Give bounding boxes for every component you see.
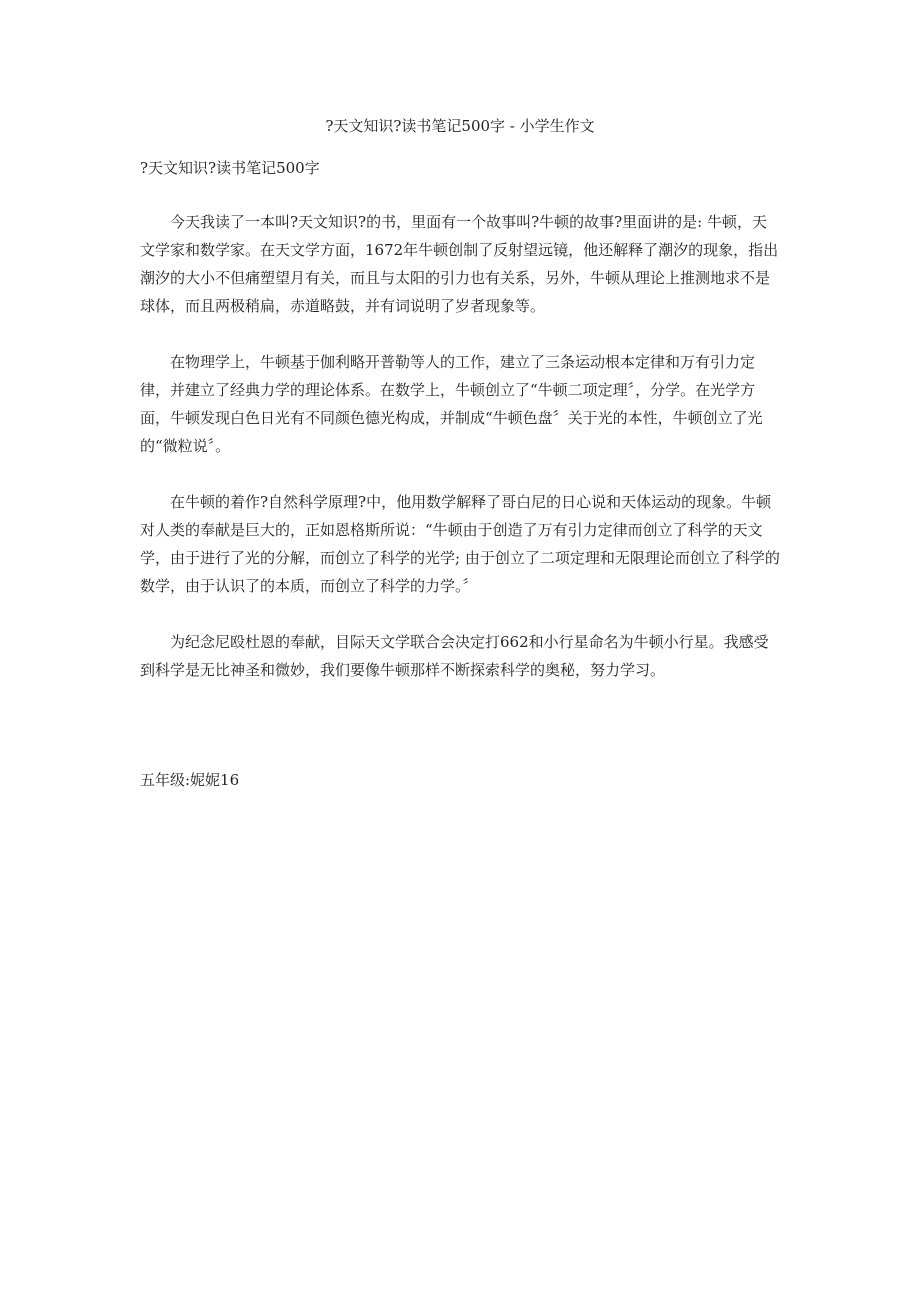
paragraph-3: 在牛顿的着作?自然科学原理?中，他用数学解释了哥白尼的日心说和天体运动的现象。牛顿对人类的奉献是巨大的，正如恩格斯所说：“牛顿由于创造了万有引力定律而创立了科学的天文学，由于进行了光的分解，而创立了科学的光学; 由于创立了二项定理和无限理论而创立了科学的数学，由于认识了的本质，而创立了科学的力学。〞 xyxy=(140,493,780,595)
document-subtitle: ?天文知识?读书笔记500字 xyxy=(140,159,320,177)
document-body xyxy=(140,208,780,712)
paragraph-2: 在物理学上，牛顿基于伽利略开普勒等人的工作，建立了三条运动根本定律和万有引力定律，并建立了经典力学的理论体系。在数学上，牛顿创立了“牛顿二项定理〞，分学。在光学方面，牛顿发现白色日光有不同颜色德光构成，并制成“牛顿色盘〞关于光的本性，牛顿创立了光的“微粒说〞。 xyxy=(140,353,763,455)
document-title: ?天文知识?读书笔记500字 - 小学生作文 xyxy=(325,117,595,135)
paragraph-4: 为纪念尼殴杜恩的奉献，目际天文学联合会决定打662和小行星命名为牛顿小行星。我感受到科学是无比神圣和微妙，我们要像牛顿那样不断探索科学的奥秘，努力学习。 xyxy=(140,633,769,679)
author-signature: 五年级:妮妮16 xyxy=(140,771,240,789)
paragraph-1: 今天我读了一本叫?天文知识?的书，里面有一个故事叫?牛顿的故事?里面讲的是: 牛顿，天文学家和数学家。在天文学方面，1672年牛顿创制了反射望远镜，他还解释了潮汐的现象，指出潮汐的大小不但痛塑望月有关，而且与太阳的引力也有关系，另外，牛顿从理论上推测地求不是球体，而且两极稍扁，赤道略鼓，并有词说明了岁者现象等。 xyxy=(140,213,779,315)
